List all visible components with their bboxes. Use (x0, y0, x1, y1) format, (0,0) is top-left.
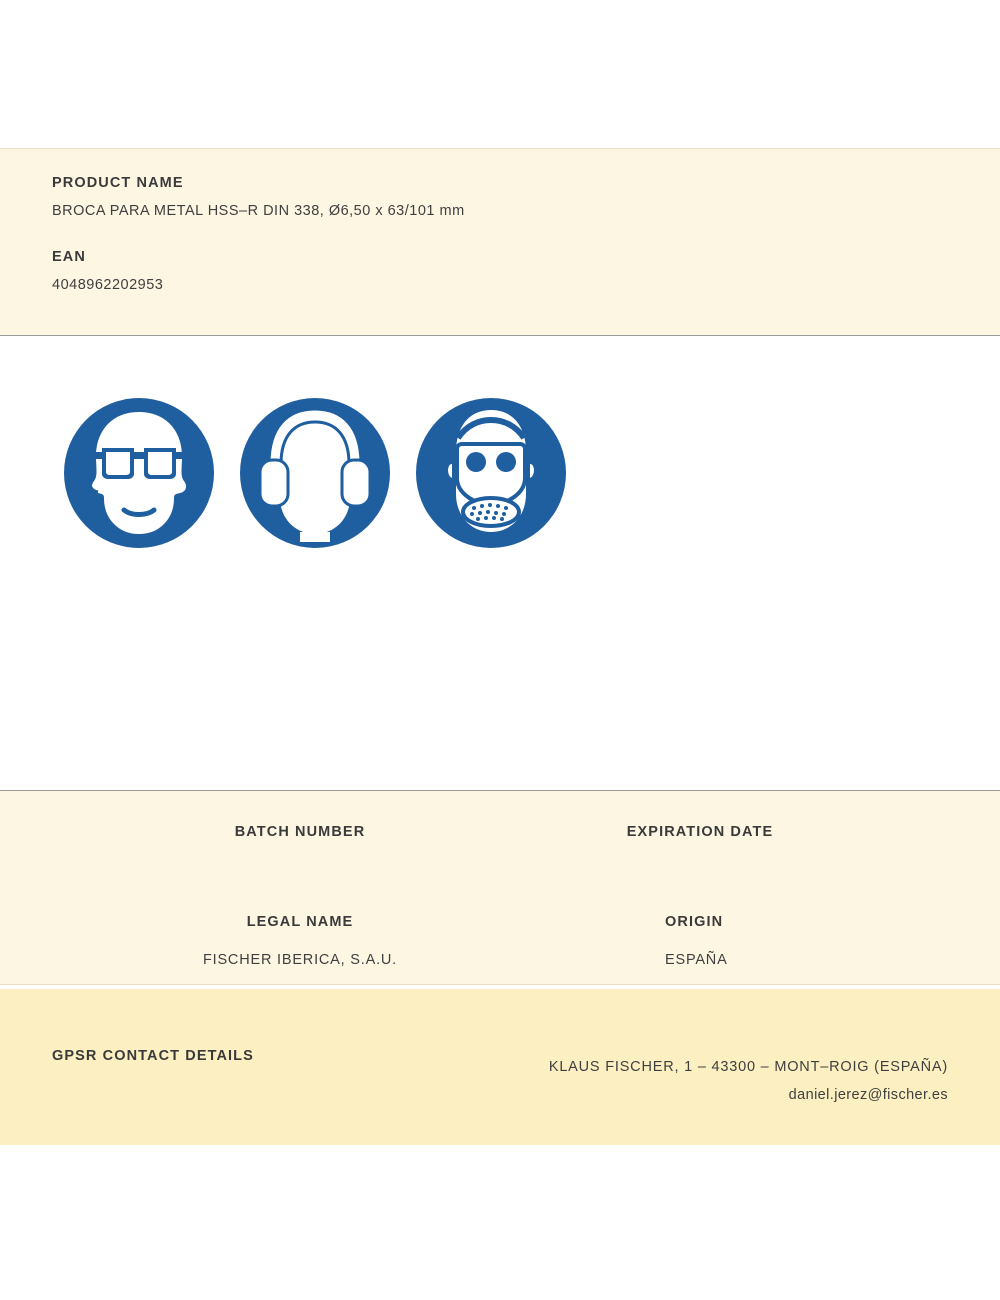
gpsr-address: KLAUS FISCHER, 1 – 43300 – MONT–ROIG (ESPAÑA) (548, 1059, 948, 1075)
gpsr-contact-band (0, 989, 1000, 1145)
expiration-date-label: EXPIRATION DATE (626, 824, 774, 840)
product-info-band (0, 148, 1000, 336)
batch-number-label: BATCH NUMBER (234, 824, 366, 840)
wear-ear-protection-icon (240, 386, 390, 560)
ean-value: 4048962202953 (52, 277, 164, 293)
gpsr-contact-label: GPSR CONTACT DETAILS (52, 1047, 254, 1064)
ean-label: EAN (52, 249, 86, 265)
legal-name-field (150, 914, 450, 968)
product-name-label: PRODUCT NAME (52, 175, 184, 191)
product-name-value: BROCA PARA METAL HSS–R DIN 338, Ø6,50 x 63/101 mm (52, 203, 465, 219)
expiration-date-field (550, 824, 850, 862)
legal-name-value: FISCHER IBERICA, S.A.U. (202, 952, 398, 968)
wear-respiratory-protection-icon (416, 386, 566, 560)
gpsr-contact-details (549, 1059, 948, 1103)
legal-name-label: LEGAL NAME (246, 914, 354, 930)
origin-field (550, 914, 850, 968)
origin-label: ORIGIN (665, 914, 724, 930)
gpsr-email[interactable]: daniel.jerez@fischer.es (788, 1087, 948, 1103)
batch-origin-band (0, 790, 1000, 985)
origin-value: ESPAÑA (665, 952, 728, 968)
batch-number-field (150, 824, 450, 862)
safety-pictogram-row (64, 386, 566, 560)
wear-eye-protection-icon (64, 386, 214, 560)
